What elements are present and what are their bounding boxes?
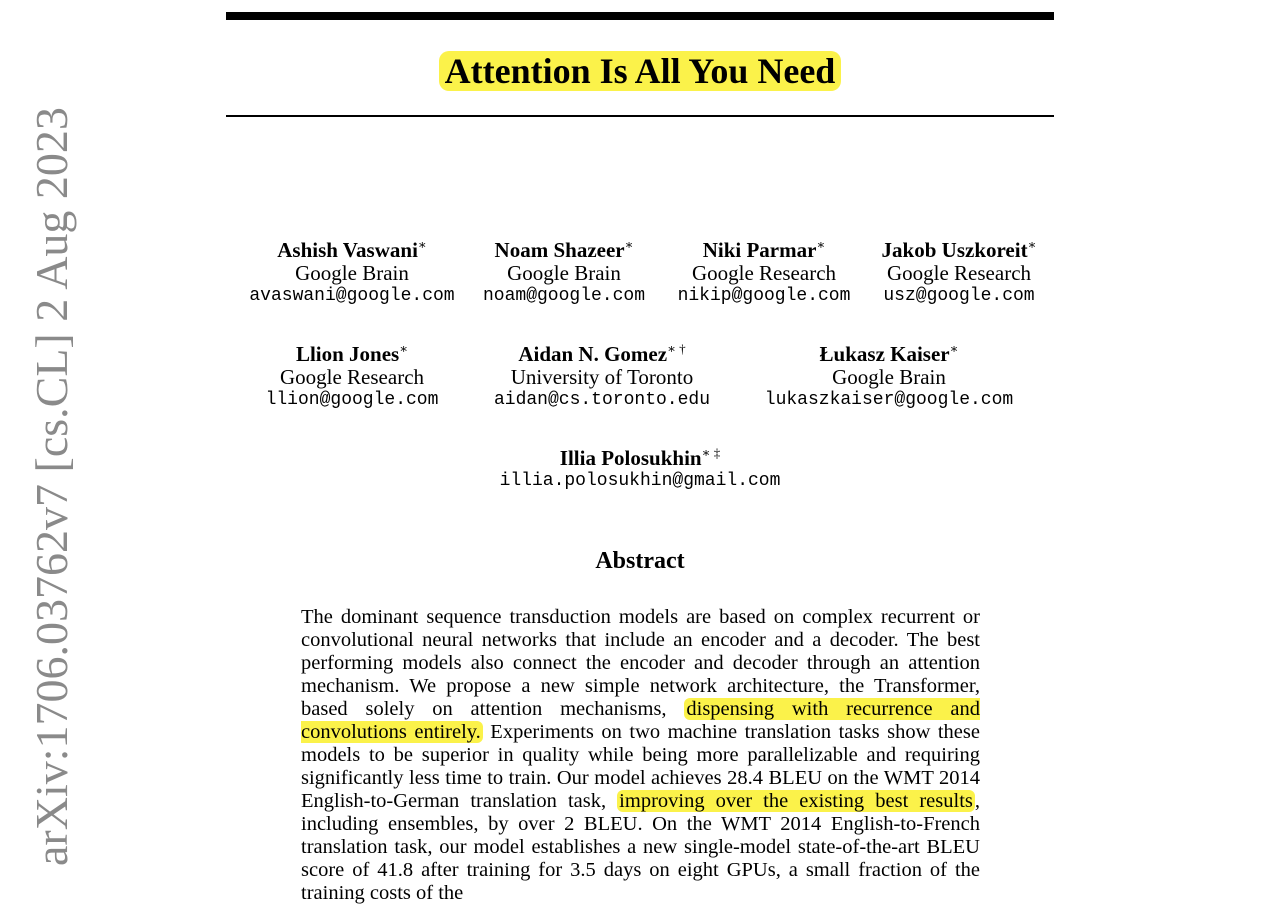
author-name: Ashish Vaswani∗: [277, 237, 427, 262]
author-name: Niki Parmar∗: [702, 237, 826, 262]
author-name: Noam Shazeer∗: [494, 237, 634, 262]
author-block: [472, 337, 732, 412]
author-affiliation: Google Research: [886, 261, 1032, 285]
author-email[interactable]: lukaszkaiser@google.com: [764, 390, 1014, 410]
abstract-body: [301, 606, 980, 905]
author-name: Łukasz Kaiser∗: [819, 341, 959, 366]
paper-title: [0, 49, 1280, 93]
author-email[interactable]: illia.polosukhin@gmail.com: [499, 471, 781, 491]
author-block: [490, 441, 790, 493]
author-block: [222, 337, 482, 412]
author-block: [829, 233, 1089, 308]
abstract-highlight: improving over the existing best results: [619, 790, 973, 812]
author-email[interactable]: avaswani@google.com: [249, 286, 455, 306]
author-block: [729, 337, 1049, 412]
author-affiliation: Google Research: [279, 365, 425, 389]
abstract-text: Experiments on two machine translation tasks show these models to be superior in quality while being more parallelizable and requiring significantly less time to train. Our model achieves 28.4 BLEU on the WMT 2014 English-to-German translation task,: [301, 721, 980, 812]
abstract-heading: Abstract: [595, 548, 685, 574]
author-email[interactable]: noam@google.com: [482, 286, 646, 306]
title-highlight: Attention Is All You Need: [439, 51, 842, 91]
author-name: Illia Polosukhin∗ ‡: [559, 445, 721, 470]
author-name: Jakob Uszkoreit∗: [881, 237, 1037, 262]
author-email[interactable]: aidan@cs.toronto.edu: [493, 390, 711, 410]
author-name: Llion Jones∗: [295, 341, 409, 366]
author-affiliation: Google Research: [691, 261, 837, 285]
title-rule-bottom: [226, 115, 1054, 117]
author-affiliation: Google Brain: [832, 365, 946, 389]
author-email[interactable]: nikip@google.com: [677, 286, 851, 306]
author-affiliation: Google Brain: [295, 261, 409, 285]
abstract-highlight: dispensing with recurrence and convolutions entirely.: [301, 698, 981, 743]
author-name: Aidan N. Gomez∗ †: [518, 341, 686, 366]
title-rule-top: [226, 12, 1054, 20]
author-affiliation: University of Toronto: [510, 365, 694, 389]
author-email[interactable]: llion@google.com: [265, 390, 439, 410]
author-email[interactable]: usz@google.com: [883, 286, 1035, 306]
arxiv-identifier: arXiv:1706.03762v7 [cs.CL] 2 Aug 2023: [26, 107, 77, 866]
abstract-text: The dominant sequence transduction models are based on complex recurrent or convolutional neural networks that include an encoder and a decoder. The best performing models also connect the encoder and decoder through an attention mechanism. We propose a new simple network architecture, the Transformer, based solely on attention mechanisms,: [301, 606, 980, 720]
author-affiliation: Google Brain: [507, 261, 621, 285]
abstract-text: , including ensembles, by over 2 BLEU. On the WMT 2014 English-to-French translation task, our model establishes a new single-model state-of-the-art BLEU score of 41.8 after training for 3.5 days on eight GPUs, a small fraction of the training costs of the: [301, 790, 980, 904]
